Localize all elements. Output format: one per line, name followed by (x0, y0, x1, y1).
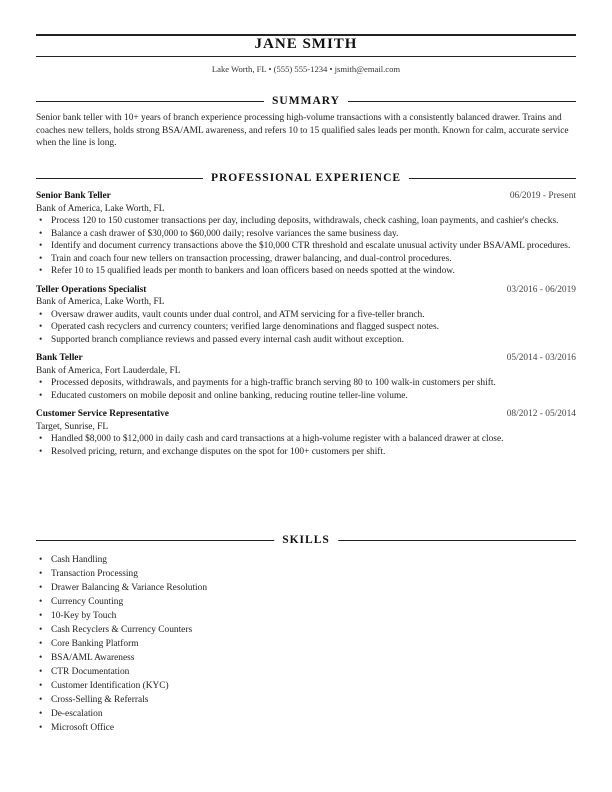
job-header (36, 190, 576, 203)
contact-line: Lake Worth, FL • (555) 555-1234 • jsmith@email.com (211, 64, 401, 74)
skills-list (36, 553, 336, 735)
job-bullet: • Handled $8,000 to $12,000 in daily cash and card transactions at a high-volume register with a balanced drawer at close. (36, 433, 576, 446)
job-entry (36, 352, 576, 402)
skill-item: • Cash Handling (36, 553, 336, 567)
job-entry (36, 284, 576, 347)
skill-item: • Microsoft Office (36, 721, 336, 735)
skill-item: • Customer Identification (KYC) (36, 679, 336, 693)
experience-heading (36, 171, 576, 185)
job-bullet: • Educated customers on mobile deposit and online banking, reducing routine teller-line volume. (36, 390, 576, 403)
job-bullet: • Balance a cash drawer of $30,000 to $60,000 daily; resolve variances the same business day. (36, 228, 576, 241)
job-company: Bank of America, Lake Worth, FL (36, 203, 165, 214)
job-bullet: • Resolved pricing, return, and exchange disputes on the spot for 100+ customers per shift. (36, 446, 576, 459)
summary-title: SUMMARY (264, 94, 348, 108)
skill-item: • Core Banking Platform (36, 637, 336, 651)
job-bullet: • Processed deposits, withdrawals, and payments for a high-traffic branch serving 80 to 100 walk-in customers per shift. (36, 377, 576, 390)
job-bullets (36, 215, 576, 278)
skill-item: • Cash Recyclers & Currency Counters (36, 623, 336, 637)
job-bullet: • Identify and document currency transactions above the $10,000 CTR threshold and escalate unusual activity under BSA/AML procedures. (36, 240, 576, 253)
job-company: Bank of America, Lake Worth, FL (36, 297, 165, 307)
job-company: Bank of America, Fort Lauderdale, FL (36, 365, 181, 376)
skills-heading (36, 533, 576, 547)
job-entry (36, 190, 576, 278)
skills-title: SKILLS (274, 533, 338, 547)
summary-text: Senior bank teller with 10+ years of branch experience processing high-volume transactions with a consistently balanced drawer. Trains and coaches new tellers, holds strong BSA/AML awareness, and refers 10 to 15 qualified sales leads per month. Known for calm, accurate service when the line is long. (36, 113, 569, 149)
job-title: Teller Operations Specialist (36, 284, 147, 295)
job-bullet: • Operated cash recyclers and currency counters; verified large denominations and flagged suspect notes. (36, 321, 576, 334)
experience-list (36, 190, 576, 464)
header-bottom-rule (36, 56, 576, 57)
job-bullet: • Process 120 to 150 customer transactions per day, including deposits, withdrawals, check cashing, loan payments, and cashier's checks. (36, 215, 576, 228)
job-bullets (36, 309, 576, 347)
job-dates: 06/2019 - Present (509, 191, 576, 201)
skill-item: • CTR Documentation (36, 665, 336, 679)
job-dates: 03/2016 - 06/2019 (506, 284, 576, 295)
experience-title: PROFESSIONAL EXPERIENCE (203, 171, 409, 185)
job-dates: 08/2012 - 05/2014 (506, 409, 576, 419)
job-bullets (36, 377, 576, 402)
job-title: Customer Service Representative (36, 409, 169, 419)
job-bullets (36, 433, 576, 458)
summary-heading (36, 94, 576, 108)
candidate-name: JANE SMITH (254, 36, 358, 52)
job-bullet: • Train and coach four new tellers on transaction processing, drawer balancing, and dual-control procedures. (36, 253, 576, 266)
skill-item: • De-escalation (36, 707, 336, 721)
skill-item: • Transaction Processing (36, 567, 336, 581)
skill-item: • BSA/AML Awareness (36, 651, 336, 665)
job-bullet: • Supported branch compliance reviews and passed every internal cash audit without exception. (36, 334, 576, 347)
job-header (36, 284, 576, 297)
job-dates: 05/2014 - 03/2016 (506, 353, 576, 363)
job-entry (36, 408, 576, 458)
job-bullet: • Refer 10 to 15 qualified leads per month to bankers and loan officers based on needs spotted at the window. (36, 265, 576, 278)
job-title: Bank Teller (36, 353, 83, 363)
skill-item: • Cross-Selling & Referrals (36, 693, 336, 707)
job-header (36, 408, 576, 421)
skill-item: • Currency Counting (36, 595, 336, 609)
job-bullet: • Oversaw drawer audits, vault counts under dual control, and ATM servicing for a five-teller branch. (36, 309, 576, 322)
skill-item: • Drawer Balancing & Variance Resolution (36, 581, 336, 595)
job-title: Senior Bank Teller (36, 191, 111, 201)
job-header (36, 352, 576, 365)
job-company: Target, Sunrise, FL (36, 421, 109, 432)
skill-item: • 10-Key by Touch (36, 609, 336, 623)
